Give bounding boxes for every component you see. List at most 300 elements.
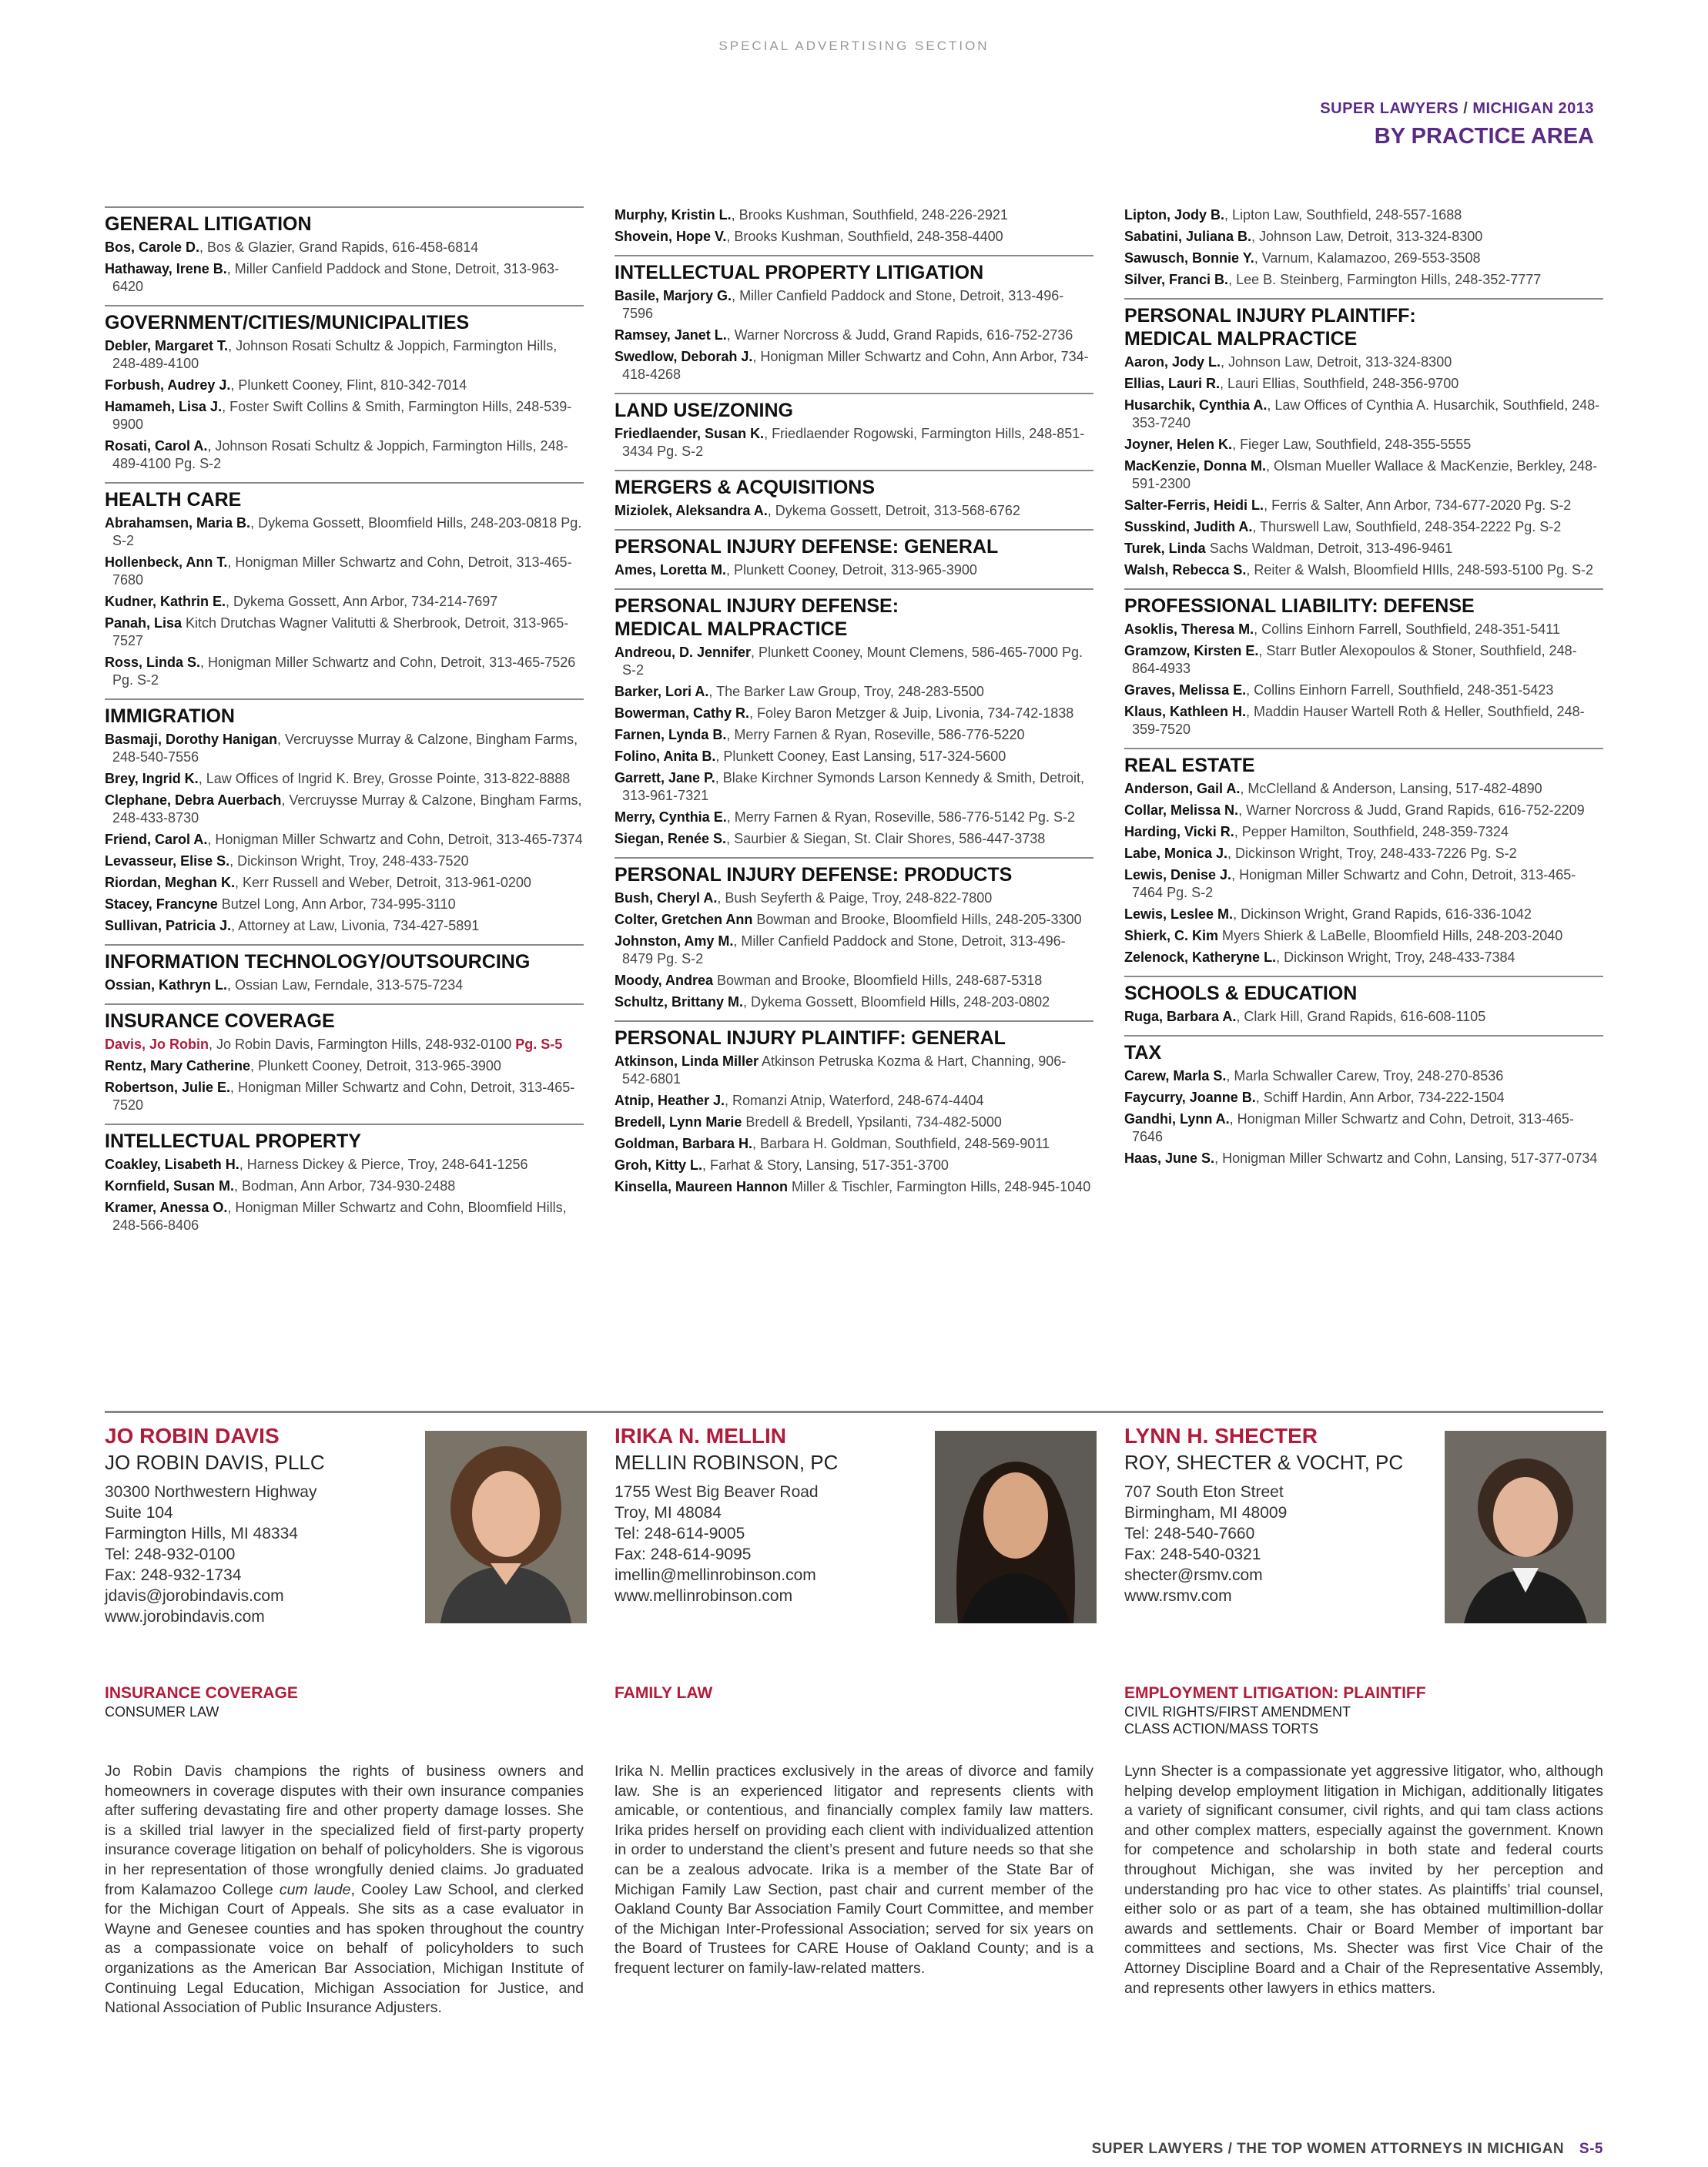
attorney-photo [425,1431,587,1623]
attorney-photo [935,1431,1097,1623]
attorney-listing-detail: , Dykema Gossett, Detroit, 313-568-6762 [767,503,1020,518]
attorney-listing [1124,682,1603,699]
page-reference: Pg. S-2 [1546,562,1593,578]
attorney-listing [615,769,1093,805]
attorney-listing-name: Friend, Carol A. [105,832,208,847]
address-line: Suite 104 [105,1504,173,1522]
attorney-listing-detail: , Johnson Rosati Schultz & Joppich, Farmington Hills, 248-489-4100 [112,338,558,371]
attorney-listing-detail: , Farhat & Story, Lansing, 517-351-3700 [702,1157,949,1173]
attorney-listing-detail: Bowman and Brooke, Bloomfield Hills, 248-687-5318 [713,973,1043,988]
attorney-listing-detail: , Lauri Ellias, Southfield, 248-356-9700 [1220,376,1459,391]
attorney-listing-detail: Myers Shierk & LaBelle, Bloomfield Hills, 248-203-2040 [1218,928,1563,943]
attorney-listing-name: Riordan, Meghan K. [105,875,236,890]
attorney-listing [1124,518,1603,536]
practice-area-heading-line: GOVERNMENT/CITIES/MUNICIPALITIES [105,312,470,333]
practice-area-heading [105,698,584,728]
attorney-listing-name: Groh, Kitty L. [615,1157,702,1173]
attorney-listing [615,228,1093,246]
practice-area-heading [1124,298,1603,350]
attorney-listing [615,705,1093,722]
attorney-listing-name: Gramzow, Kirsten E. [1124,643,1259,658]
attorney-listing-name: Forbush, Audrey J. [105,377,231,393]
address-line: Farmington Hills, MI 48334 [105,1525,298,1542]
attorney-listing [105,852,584,870]
attorney-listing-detail: Bowman and Brooke, Bloomfield Hills, 248-205-3300 [752,912,1082,927]
attorney-listing [105,593,584,611]
attorney-listing-name: Shierk, C. Kim [1124,928,1219,943]
attorney-listing-detail: , Schiff Hardin, Ann Arbor, 734-222-1504 [1255,1090,1505,1105]
attorney-listing-detail: , Honigman Miller Schwartz and Cohn, Detroit, 313-465-7464 [1132,867,1576,900]
attorney-listing [1124,1150,1603,1167]
practice-area-heading [105,1124,584,1153]
practice-area-heading [615,857,1093,886]
attorney-listing-detail: , Plunkett Cooney, Detroit, 313-965-3900 [726,562,977,578]
attorney-listing-name: Joyner, Helen K. [1124,437,1233,452]
attorney-listing-name: Anderson, Gail A. [1124,781,1241,796]
attorney-listing [105,770,584,788]
practice-area-heading-line: IMMIGRATION [105,705,235,727]
attorney-listing-detail: , Friedlaender Rogowski, Farmington Hills, 248-851-3434 [622,426,1085,459]
attorney-listing [105,260,584,296]
attorney-listing [105,1177,584,1195]
attorney-listing-name: Ossian, Kathryn L. [105,977,228,993]
practice-area-heading [615,393,1093,422]
attorney-listing-detail: , Thurswell Law, Southfield, 248-354-2222 [1252,519,1512,534]
practice-area-heading [1124,748,1603,777]
attorney-profile [1124,1423,1609,2008]
attorney-listing-detail: , Johnson Law, Detroit, 313-324-8300 [1221,354,1452,370]
attorney-listing-detail: , Collins Einhorn Farrell, Southfield, 248-351-5423 [1246,682,1554,698]
attorney-listing-detail: , Marla Schwaller Carew, Troy, 248-270-8536 [1226,1068,1504,1084]
attorney-listing-detail: , Plunkett Cooney, Flint, 810-342-7014 [230,377,467,393]
practice-area-heading [105,206,584,236]
practice-area-heading-line: PERSONAL INJURY DEFENSE: PRODUCTS [615,864,1013,886]
practice-area-heading [105,305,584,334]
attorney-listing-detail: , Saurbier & Siegan, St. Clair Shores, 586-447-3738 [726,831,1046,846]
practice-areas [1124,1683,1603,1737]
attorney-listing [615,425,1093,461]
practice-area-section [1124,976,1603,1026]
attorney-name: IRIKA N. MELLIN [615,1424,786,1448]
practice-area-heading-line: INTELLECTUAL PROPERTY LITIGATION [615,262,984,283]
attorney-listing-name: Abrahamsen, Maria B. [105,515,251,531]
page-reference: Pg. S-2 [622,645,1083,678]
attorney-listing-detail: , Plunkett Cooney, Mount Clemens, 586-465-7000 [751,645,1058,660]
practice-area-heading-line: PROFESSIONAL LIABILITY: DEFENSE [1124,595,1475,617]
attorney-listing [105,514,584,550]
attorney-listing-detail: , Law Offices of Ingrid K. Brey, Grosse Pointe, 313-822-8888 [198,771,571,786]
attorney-listing-detail: Miller & Tischler, Farmington Hills, 248-945-1040 [788,1179,1091,1194]
brand-edition: MICHIGAN 2013 [1472,100,1594,117]
address-line: Troy, MI 48084 [615,1504,722,1522]
attorney-listing-detail: , Jo Robin Davis, Farmington Hills, 248-932-0100 [209,1037,512,1052]
footer-separator: / [1227,2141,1233,2157]
attorney-listing-detail: , Harness Dickey & Pierce, Troy, 248-641-1256 [239,1157,528,1172]
email-link[interactable]: jdavis@jorobindavis.com [105,1587,284,1605]
attorney-listing-name: Siegan, Renée S. [615,831,727,846]
listing-column-2 [615,206,1093,1205]
attorney-listing-detail: , Bos & Glazier, Grand Rapids, 616-458-6814 [199,239,479,255]
attorney-listing [105,398,584,434]
firm-name: ROY, SHECTER & VOCHT, PC [1124,1451,1404,1474]
attorney-listing-name: Colter, Gretchen Ann [615,912,753,927]
email-link[interactable]: imellin@mellinrobinson.com [615,1566,816,1584]
attorney-listing-detail: , Honigman Miller Schwartz and Cohn, Detroit, 313-465-7680 [112,554,572,588]
practice-area-heading [615,470,1093,499]
practice-area-heading-line: MEDICAL MALPRACTICE [615,618,848,640]
attorney-listing-detail: , Romanzi Atnip, Waterford, 248-674-4404 [725,1093,984,1108]
practice-area-section [615,529,1093,579]
practice-area-heading [615,255,1093,284]
practice-area-heading-line: PERSONAL INJURY DEFENSE: GENERAL [615,536,999,558]
attorney-listing [615,206,1093,224]
attorney-listing-name: Graves, Melissa E. [1124,682,1247,698]
attorney-listing [1124,206,1603,224]
attorney-listing [1124,497,1603,514]
attorney-listing-detail: Sachs Waldman, Detroit, 313-496-9461 [1205,541,1453,556]
attorney-listing-name: Garrett, Jane P. [615,770,715,785]
attorney-listing-detail: , Honigman Miller Schwartz and Cohn, Detroit, 313-465-7374 [207,832,583,847]
attorney-listing-name: Moody, Andrea [615,973,714,988]
attorney-listing [105,654,584,689]
attorney-profile [615,1423,1100,2008]
attorney-listing [105,1156,584,1174]
primary-practice-area: INSURANCE COVERAGE [105,1684,298,1702]
attorney-listing [615,726,1093,744]
practice-area-section [615,470,1093,520]
attorney-listing-name: Stacey, Francyne [105,896,218,912]
publication-title [1320,100,1594,118]
portrait-illustration [425,1431,587,1623]
portrait-illustration [1445,1431,1606,1623]
attorney-listing-name: Husarchik, Cynthia A. [1124,397,1268,413]
attorney-listing-detail: , Vercruysse Murray & Calzone, Bingham Farms, 248-433-8730 [112,792,582,826]
brand-separator: / [1463,100,1469,117]
attorney-listing [105,615,584,650]
attorney-listing-name: Labe, Monica J. [1124,846,1228,861]
attorney-listing [615,348,1093,383]
attorney-listing [105,337,584,373]
website-link[interactable]: www.mellinrobinson.com [615,1587,793,1605]
attorney-listing-detail: , Dykema Gossett, Bloomfield Hills, 248-203-0818 [250,515,558,531]
attorney-name: JO ROBIN DAVIS [105,1424,280,1448]
attorney-listing [1124,436,1603,454]
attorney-listing-detail: , Dykema Gossett, Bloomfield Hills, 248-203-0802 [743,994,1050,1010]
attorney-listing-name: Rentz, Mary Catherine [105,1058,251,1073]
attorney-listing-detail: Atkinson Petruska Kozma & Hart, Channing, 906-542-6801 [622,1053,1067,1087]
advertising-banner: SPECIAL ADVERTISING SECTION [718,39,990,53]
attorney-listing-name: Salter-Ferris, Heidi L. [1124,497,1264,513]
page-reference: Pg. S-2 [1470,846,1517,861]
attorney-listing [615,889,1093,907]
attorney-listing-name: Friedlaender, Susan K. [615,426,765,441]
attorney-listing [105,554,584,589]
attorney-listing [1124,949,1603,966]
practice-area-heading-line: GENERAL LITIGATION [105,213,312,235]
attorney-listing [615,1157,1093,1174]
attorney-listing-name: Bos, Carole D. [105,239,200,255]
practice-area-heading [1124,588,1603,618]
attorney-listing-name: Swedlow, Deborah J. [615,349,753,364]
attorney-listing-name: Bowerman, Cathy R. [615,705,750,721]
page-reference: Pg. S-2 [1525,497,1572,513]
attorney-listing [1124,621,1603,638]
attorney-listing [1124,1110,1603,1146]
fax: Fax: 248-614-9095 [615,1546,752,1563]
attorney-listing [1124,250,1603,267]
address-line: 30300 Northwestern Highway [105,1483,317,1501]
attorney-listing-name: Ellias, Lauri R. [1124,376,1221,391]
attorney-listing-name: Harding, Vicki R. [1124,824,1234,839]
attorney-listing-name: MacKenzie, Donna M. [1124,458,1267,474]
bio-text: , Cooley Law School, and clerked for the Michigan Court of Appeals. She sits as a case evaluator in Wayne and Genesee counties and has spoken throughout the country as a compassionate voice on behalf of policyholders to such organizations as the American Bar Association, Michigan Institute of Continuing Legal Education, Michigan Association for Justice, and National Association of Public Insurance Adjusters. [105,1881,584,2017]
attorney-listing [615,1092,1093,1110]
attorney-listing-name: Gandhi, Lynn A. [1124,1111,1230,1127]
practice-area-heading [615,588,1093,641]
attorney-listing-name: Faycurry, Joanne B. [1124,1090,1256,1105]
attorney-listing-detail: , The Barker Law Group, Troy, 248-283-5500 [708,684,984,699]
practice-area-section [105,1124,584,1234]
attorney-listing [1124,1067,1603,1085]
portrait-illustration [935,1431,1097,1623]
attorney-listing [615,644,1093,679]
practice-areas [105,1683,584,1720]
attorney-listing-name: Basmaji, Dorothy Hanigan [105,732,278,747]
website-link[interactable]: www.jorobindavis.com [105,1608,265,1626]
attorney-listing-name: Murphy, Kristin L. [615,207,732,223]
attorney-listing-detail: , Plunkett Cooney, East Lansing, 517-324-5600 [715,749,1006,764]
page-reference: Pg. S-2 [112,672,159,688]
attorney-profile [105,1423,590,2017]
attorney-listing-name: Ames, Loretta M. [615,562,727,578]
attorney-listing [1124,271,1603,289]
attorney-listing [1124,780,1603,798]
attorney-listing-detail: Kitch Drutchas Wagner Valitutti & Sherbrook, Detroit, 313-965-7527 [112,615,569,648]
attorney-listing-name: Clephane, Debra Auerbach [105,792,282,808]
attorney-listing-detail: , Lee B. Steinberg, Farmington Hills, 248-352-7777 [1228,272,1542,287]
bio-emphasis: cum laude [279,1881,351,1898]
attorney-listing [1124,802,1603,819]
attorney-listing-detail: , Kerr Russell and Weber, Detroit, 313-961-0200 [235,875,531,890]
attorney-listing-name: Lewis, Leslee M. [1124,906,1234,922]
attorney-listing-detail: , Merry Farnen & Ryan, Roseville, 586-776-5220 [726,727,1025,742]
practice-area-section [1124,298,1603,579]
attorney-listing-name: Ruga, Barbara A. [1124,1009,1237,1024]
attorney-listing-name: Haas, June S. [1124,1150,1215,1166]
attorney-listing-detail: , Barbara H. Goldman, Southfield, 248-569-9011 [752,1136,1050,1151]
attorney-bio: Lynn Shecter is a compassionate yet aggressive litigator, who, although helping develop employment litigation in Michigan, additionally litigates a variety of significant consumer, civil rights, and qui tam class actions and other complex matters, especially against the government. Known for competence and scholarship in both state and federal courts throughout Michigan, she was invited by her perception and understanding pro hac vice to other states. As plaintiffs’ trial counsel, either solo or as part of a team, she has obtained multimillion-dollar awards and settlements. Chair or Board Member of important bar committees and sections, Ms. Shecter was first Vice Chair of the Attorney Discipline Board and a Chair of the Representative Assembly, and represents other lawyers in ethics matters. [1124,1763,1603,1997]
attorney-listing-detail: , Brooks Kushman, Southfield, 248-226-2921 [731,207,1008,223]
attorney-listing-name: Ramsey, Janet L. [615,327,727,343]
attorney-listing [1124,228,1603,246]
attorney-listing-detail: , Warner Norcross & Judd, Grand Rapids, 616-752-2209 [1238,802,1585,818]
attorney-listing-detail: , Bush Seyferth & Paige, Troy, 248-822-7800 [717,890,993,906]
attorney-listing [615,502,1093,520]
attorney-listing-name: Walsh, Rebecca S. [1124,562,1247,578]
attorney-listing-detail: , Brooks Kushman, Southfield, 248-358-4400 [726,229,1003,244]
practice-area-heading [615,529,1093,558]
publication-header [1320,100,1594,149]
website-link[interactable]: www.rsmv.com [1124,1587,1232,1605]
attorney-listing-detail: , Collins Einhorn Farrell, Southfield, 248-351-5411 [1254,621,1560,637]
attorney-listing [105,1036,584,1053]
attorney-listing-detail: , Foley Baron Metzger & Juip, Livonia, 734-742-1838 [749,705,1074,721]
attorney-listing-name: Schultz, Brittany M. [615,994,744,1010]
attorney-listing-name: Atnip, Heather J. [615,1093,725,1108]
firm-name: JO ROBIN DAVIS, PLLC [105,1451,325,1474]
attorney-listing-name: Davis, Jo Robin [105,1037,209,1052]
attorney-listing-detail: , Johnson Rosati Schultz & Joppich, Farmington Hills, 248-489-4100 [112,438,568,471]
attorney-listing [1124,457,1603,493]
attorney-listing-detail: , Foster Swift Collins & Smith, Farmington Hills, 248-539-9900 [112,399,572,432]
practice-area-heading-line: SCHOOLS & EDUCATION [1124,983,1358,1004]
attorney-listing-name: Farnen, Lynda B. [615,727,727,742]
attorney-listing-detail: Bredell & Bredell, Ypsilanti, 734-482-5000 [742,1114,1002,1130]
attorney-listing-name: Lewis, Denise J. [1124,867,1232,883]
attorney-listing [615,993,1093,1011]
practice-area-section [1124,1035,1603,1167]
attorney-listing-detail: , Bodman, Ann Arbor, 734-930-2488 [234,1178,456,1194]
attorney-listing [1124,642,1603,678]
practice-area-heading [1124,976,1603,1005]
attorney-listing-name: Folino, Anita B. [615,749,716,764]
practice-area-section [105,482,584,689]
attorney-listing-name: Atkinson, Linda Miller [615,1053,759,1069]
continued-listings [1124,206,1603,289]
attorney-listing [615,683,1093,701]
attorney-listing-detail: , Ossian Law, Ferndale, 313-575-7234 [227,977,464,993]
attorney-listing-detail: , Dykema Gossett, Ann Arbor, 734-214-7697 [226,594,498,609]
practice-area-heading-line: PERSONAL INJURY DEFENSE: [615,595,899,617]
attorney-listing-name: Coakley, Lisabeth H. [105,1157,239,1172]
practice-area-section [615,255,1093,383]
attorney-listing-name: Levasseur, Elise S. [105,853,230,869]
attorney-listing [615,809,1093,826]
practice-area-heading-line: LAND USE/ZONING [615,400,793,421]
attorney-listing [615,911,1093,929]
attorney-listing-detail: , Dickinson Wright, Troy, 248-433-7520 [229,853,469,869]
bio-text: Jo Robin Davis champions the rights of business owners and homeowners in coverage disputes with their own insurance companies after suffering devastating fire and other property damage losses. She is a skilled trial lawyer in the specialized field of first-party property insurance coverage litigation on behalf of policyholders. She is vigorous in her representation of those wrongfully denied claims. Jo graduated from Kalamazoo College [105,1763,584,1898]
practice-area-section [105,305,584,473]
attorney-listing-name: Miziolek, Aleksandra A. [615,503,768,518]
attorney-listing-detail: , Ferris & Salter, Ann Arbor, 734-677-2020 [1264,497,1522,513]
attorney-listing [105,239,584,256]
attorney-listing [1124,397,1603,432]
address-line: 707 South Eton Street [1124,1483,1284,1501]
attorney-name: LYNN H. SHECTER [1124,1424,1318,1448]
attorney-listing-detail: , Blake Kirchner Symonds Larson Kennedy & Smith, Detroit, 313-961-7321 [622,770,1084,803]
attorney-listing [615,972,1093,990]
attorney-listing-detail: , Honigman Miller Schwartz and Cohn, Detroit, 313-465-7526 [200,655,576,670]
practice-area-section [1124,588,1603,739]
attorney-listing-detail: , Starr Butler Alexopoulos & Stoner, Southfield, 248-864-4933 [1132,643,1577,676]
page-reference: Pg. S-2 [1515,519,1562,534]
page-reference: Pg. S-2 [1028,809,1075,825]
attorney-listing [105,1199,584,1234]
practice-area-heading-line: MERGERS & ACQUISITIONS [615,477,875,498]
attorney-listing [615,933,1093,968]
attorney-listing-name: Barker, Lori A. [615,684,709,699]
attorney-listing-name: Asoklis, Theresa M. [1124,621,1254,637]
attorney-photo [1445,1431,1606,1623]
listing-column-3 [1124,206,1603,1177]
attorney-listing-detail: , Reiter & Walsh, Bloomfield HIlls, 248-593-5100 [1246,562,1543,578]
attorney-listing-name: Hathaway, Irene B. [105,261,227,276]
secondary-practice-area: CIVIL RIGHTS/FIRST AMENDMENT [1124,1704,1351,1720]
brand-name: SUPER LAWYERS [1320,100,1459,117]
attorney-listing-name: Merry, Cynthia E. [615,809,727,825]
footer-publication: SUPER LAWYERS [1091,2141,1224,2157]
attorney-listing-name: Silver, Franci B. [1124,272,1229,287]
attorney-listing [105,831,584,849]
attorney-listing-detail: , Merry Farnen & Ryan, Roseville, 586-776-5142 [726,809,1025,825]
attorney-listing [615,561,1093,579]
practice-area-heading [105,944,584,973]
page-reference: Pg. S-5 [515,1037,563,1052]
attorney-listing [1124,927,1603,945]
attorney-listing-name: Carew, Marla S. [1124,1068,1227,1084]
attorney-listing-detail: , Honigman Miller Schwartz and Cohn, Lansing, 517-377-0734 [1214,1150,1598,1166]
attorney-listing [1124,1008,1603,1026]
fax: Fax: 248-540-0321 [1124,1546,1261,1563]
attorney-listing [615,1178,1093,1196]
practice-area-section [615,857,1093,1011]
attorney-bio [105,1762,584,2018]
attorney-listing-detail: , Plunkett Cooney, Detroit, 313-965-3900 [250,1058,501,1073]
address-line: Birmingham, MI 48009 [1124,1504,1288,1522]
practice-area-heading-line: INTELLECTUAL PROPERTY [105,1130,361,1152]
secondary-practice-area: CONSUMER LAW [105,1704,219,1720]
practice-area-heading-line: MEDICAL MALPRACTICE [1124,328,1358,350]
attorney-listing [1124,561,1603,579]
attorney-listing-name: Bredell, Lynn Marie [615,1114,742,1130]
practice-area-heading-line: INFORMATION TECHNOLOGY/OUTSOURCING [105,951,531,973]
attorney-listing-detail: , Miller Canfield Paddock and Stone, Detroit, 313-496-7596 [622,288,1064,321]
practice-area-section [105,698,584,935]
attorney-listing [105,377,584,394]
address-line: 1755 West Big Beaver Road [615,1483,819,1501]
practice-area-section [105,1003,584,1114]
email-link[interactable]: shecter@rsmv.com [1124,1566,1263,1584]
attorney-listing-name: Andreou, D. Jennifer [615,645,752,660]
attorney-listing-name: Basile, Marjory G. [615,288,732,303]
listing-column-1 [105,206,584,1244]
attorney-listing-name: Shovein, Hope V. [615,229,727,244]
attorney-listing-name: Lipton, Jody B. [1124,207,1224,223]
attorney-listing-detail: , Vercruysse Murray & Calzone, Bingham Farms, 248-540-7556 [112,732,578,765]
attorney-listing [105,792,584,827]
attorney-listing-detail: , Olsman Mueller Wallace & MacKenzie, Berkley, 248-591-2300 [1132,458,1598,491]
attorney-listing-name: Klaus, Kathleen H. [1124,704,1247,719]
attorney-listing [615,287,1093,323]
profiles-divider [105,1411,1603,1413]
attorney-listing-detail: , Honigman Miller Schwartz and Cohn, Bloomfield Hills, 248-566-8406 [112,1200,567,1233]
attorney-listing-name: Robertson, Julie E. [105,1080,231,1095]
attorney-listing [1124,866,1603,902]
attorney-listing [1124,823,1603,841]
attorney-listing-name: Johnston, Amy M. [615,933,734,949]
attorney-listing-name: Sabatini, Juliana B. [1124,229,1252,244]
attorney-listing-name: Hamameh, Lisa J. [105,399,223,414]
attorney-listing [615,1135,1093,1153]
attorney-listing-detail: , Lipton Law, Southfield, 248-557-1688 [1224,207,1462,223]
fax: Fax: 248-932-1734 [105,1566,242,1584]
attorney-listing-name: Ross, Linda S. [105,655,201,670]
attorney-listing-name: Turek, Linda [1124,541,1206,556]
attorney-listing-detail: , Fieger Law, Southfield, 248-355-5555 [1232,437,1472,452]
attorney-listing-detail: , Miller Canfield Paddock and Stone, Detroit, 313-963-6420 [112,261,559,294]
attorney-listing-name: Panah, Lisa [105,615,183,631]
